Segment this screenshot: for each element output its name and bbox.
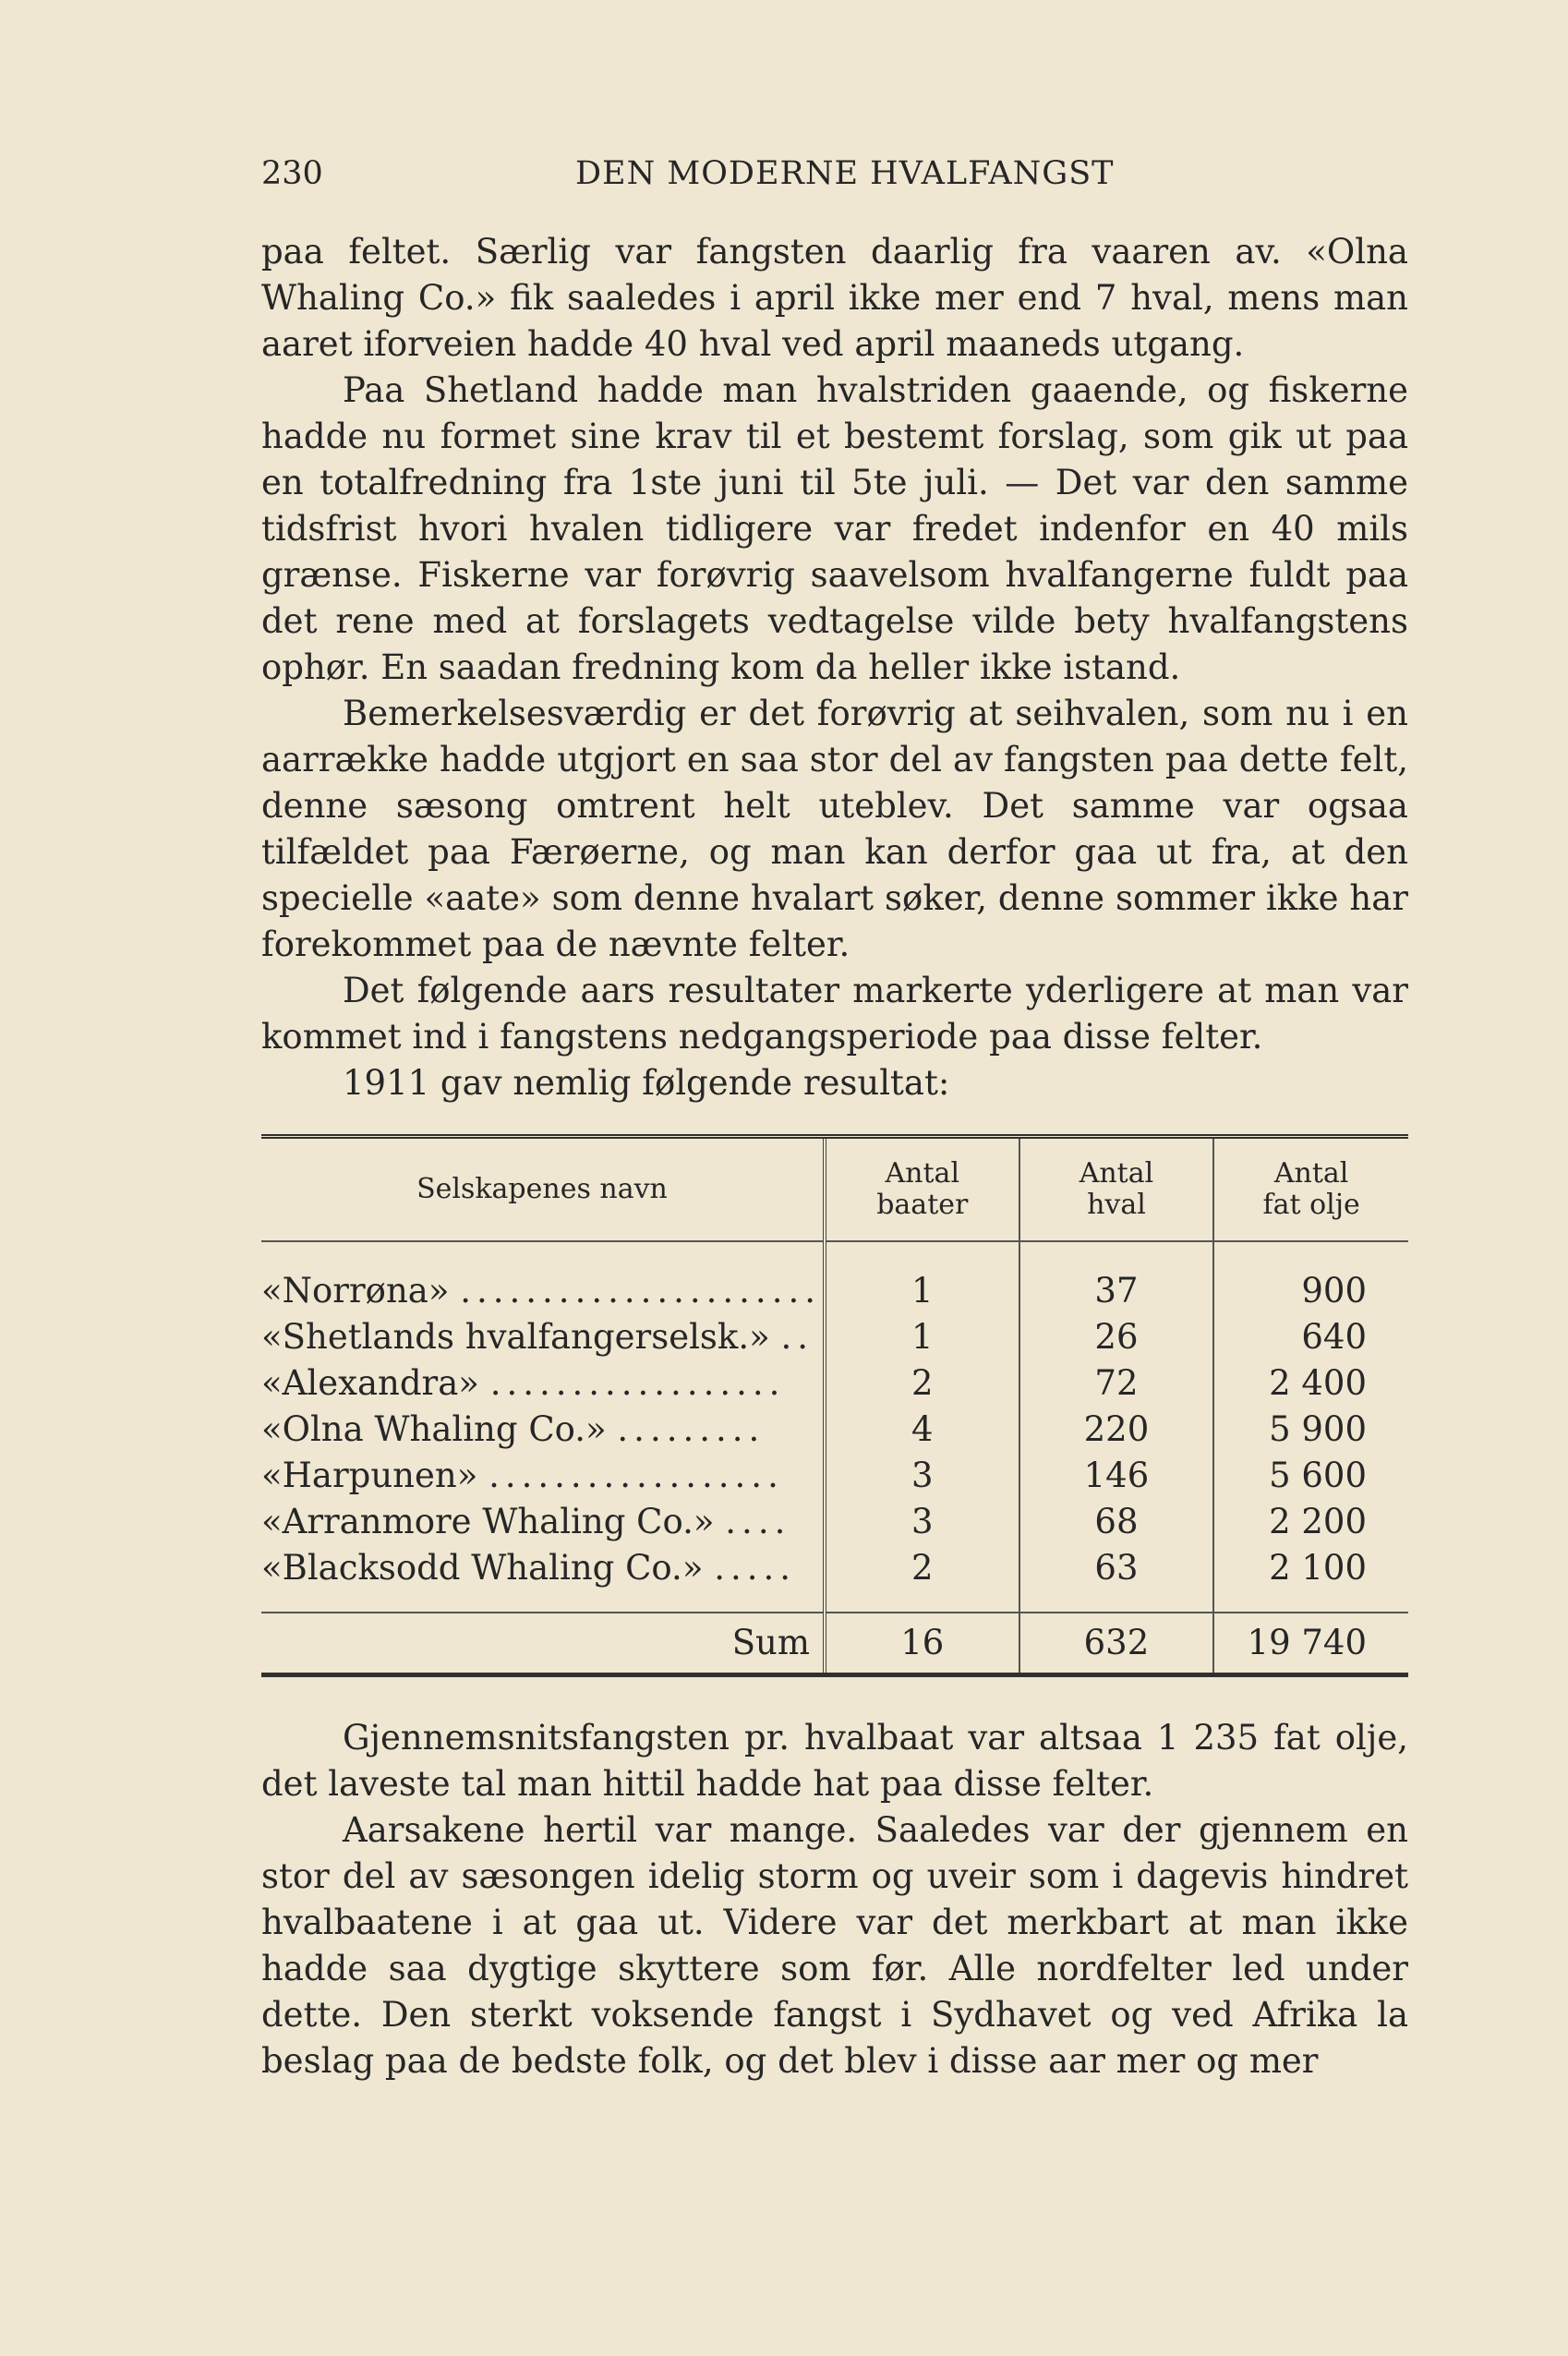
company-name-cell: «Arranmore Whaling Co.» .... — [261, 1499, 825, 1545]
header-company-name: Selskapenes navn — [261, 1137, 825, 1242]
paragraph: paa feltet. Særlig var fangsten daarlig fra vaaren av. «Olna Whaling Co.» fik saaledes i april ikke mer end 7 hval, mens man aaret iforveien hadde 40 hval ved april maaneds utgang. — [261, 232, 1408, 364]
company-name-cell: «Alexandra» .................. — [261, 1360, 825, 1407]
paragraph: Bemerkelsesværdig er det forøvrig at seihvalen, som nu i en aarrække hadde utgjort en saa stor del av fangsten paa dette felt, denne sæsong omtrent helt uteblev. Det samme var ogsaa tilfældet paa Færøerne, og man kan derfor gaa ut fra, at den specielle «aate» som denne hvalart søker, denne sommer ikke har forekommet paa de nævnte felter. — [261, 694, 1408, 964]
boats-cell: 4 — [825, 1407, 1019, 1453]
oil-cell: 640 — [1301, 1317, 1367, 1357]
boats-cell: 3 — [825, 1453, 1019, 1499]
whales-cell: 72 — [1019, 1360, 1214, 1407]
company-name-cell: «Olna Whaling Co.» ......... — [261, 1407, 825, 1453]
body-text-top — [261, 229, 1408, 1106]
boats-cell: 2 — [825, 1360, 1019, 1407]
whales-cell: 68 — [1019, 1499, 1214, 1545]
running-title: DEN MODERNE HVALFANGST — [575, 155, 1115, 192]
oil-cell: 5 600 — [1269, 1456, 1367, 1495]
company-name-cell: «Harpunen» .................. — [261, 1453, 825, 1499]
results-table-wrapper — [261, 1134, 1408, 1677]
paragraph: Gjennemsnitsfangsten pr. hvalbaat var altsaa 1 235 fat olje, det laveste tal man hittil hadde hat paa disse felter. — [261, 1718, 1408, 1804]
sum-boats: 16 — [825, 1613, 1019, 1675]
whales-cell: 37 — [1019, 1241, 1214, 1314]
header-boats: Antal baater — [825, 1137, 1019, 1242]
table-row — [261, 1407, 1408, 1453]
oil-cell: 5 900 — [1269, 1409, 1367, 1449]
whales-cell: 26 — [1019, 1314, 1214, 1360]
whales-cell: 146 — [1019, 1453, 1214, 1499]
table-row — [261, 1360, 1408, 1407]
header-whales: Antal hval — [1019, 1137, 1214, 1242]
boats-cell: 1 — [825, 1241, 1019, 1314]
table-row — [261, 1545, 1408, 1613]
boats-cell: 1 — [825, 1314, 1019, 1360]
whales-cell: 63 — [1019, 1545, 1214, 1613]
whales-cell: 220 — [1019, 1407, 1214, 1453]
sum-whales: 632 — [1019, 1613, 1214, 1675]
table-row — [261, 1453, 1408, 1499]
oil-cell: 2 200 — [1269, 1502, 1367, 1541]
sum-row — [261, 1613, 1408, 1675]
table-row — [261, 1241, 1408, 1314]
sum-oil: 19 740 — [1213, 1613, 1408, 1675]
page-header — [261, 155, 1408, 201]
paragraph: 1911 gav nemlig følgende resultat: — [343, 1063, 950, 1103]
boats-cell: 3 — [825, 1499, 1019, 1545]
sum-label: Sum — [261, 1613, 825, 1675]
oil-cell: 2 100 — [1269, 1548, 1367, 1588]
company-name-cell: «Shetlands hvalfangerselsk.» .. — [261, 1314, 825, 1360]
table-header-row — [261, 1137, 1408, 1242]
header-oil-barrels: Antal fat olje — [1213, 1137, 1408, 1242]
results-table-1911 — [261, 1134, 1408, 1677]
oil-cell: 2 400 — [1269, 1363, 1367, 1403]
paragraph: Aarsakene hertil var mange. Saaledes var der gjennem en stor del av sæsongen idelig storm og uveir som i dagevis hindret hvalbaatene i at gaa ut. Videre var det merkbart at man ikke hadde saa dygtige skyttere som før. Alle nordfelter led under dette. Den sterkt voksende fangst i Sydhavet og ved Afrika la beslag paa de bedste folk, og det blev i disse aar mer og mer — [261, 1810, 1408, 2081]
table-row — [261, 1499, 1408, 1545]
oil-cell: 900 — [1301, 1271, 1367, 1311]
boats-cell: 2 — [825, 1545, 1019, 1613]
page-number: 230 — [261, 155, 323, 192]
company-name-cell: «Blacksodd Whaling Co.» ..... — [261, 1545, 825, 1613]
paragraph: Det følgende aars resultater markerte yderligere at man var kommet ind i fangstens nedgangsperiode paa disse felter. — [261, 971, 1408, 1057]
body-text-bottom — [261, 1715, 1408, 2084]
company-name-cell: «Norrøna» ...................... — [261, 1241, 825, 1314]
table-row — [261, 1314, 1408, 1360]
paragraph: Paa Shetland hadde man hvalstriden gaaende, og fiskerne hadde nu formet sine krav til et bestemt forslag, som gik ut paa en totalfredning fra 1ste juni til 5te juli. — Det var den samme tidsfrist hvori hvalen tidligere var fredet indenfor en 40 mils grænse. Fiskerne var forøvrig saavelsom hvalfangerne fuldt paa det rene med at forslagets vedtagelse vilde bety hvalfangstens ophør. En saadan fredning kom da heller ikke istand. — [261, 370, 1408, 687]
